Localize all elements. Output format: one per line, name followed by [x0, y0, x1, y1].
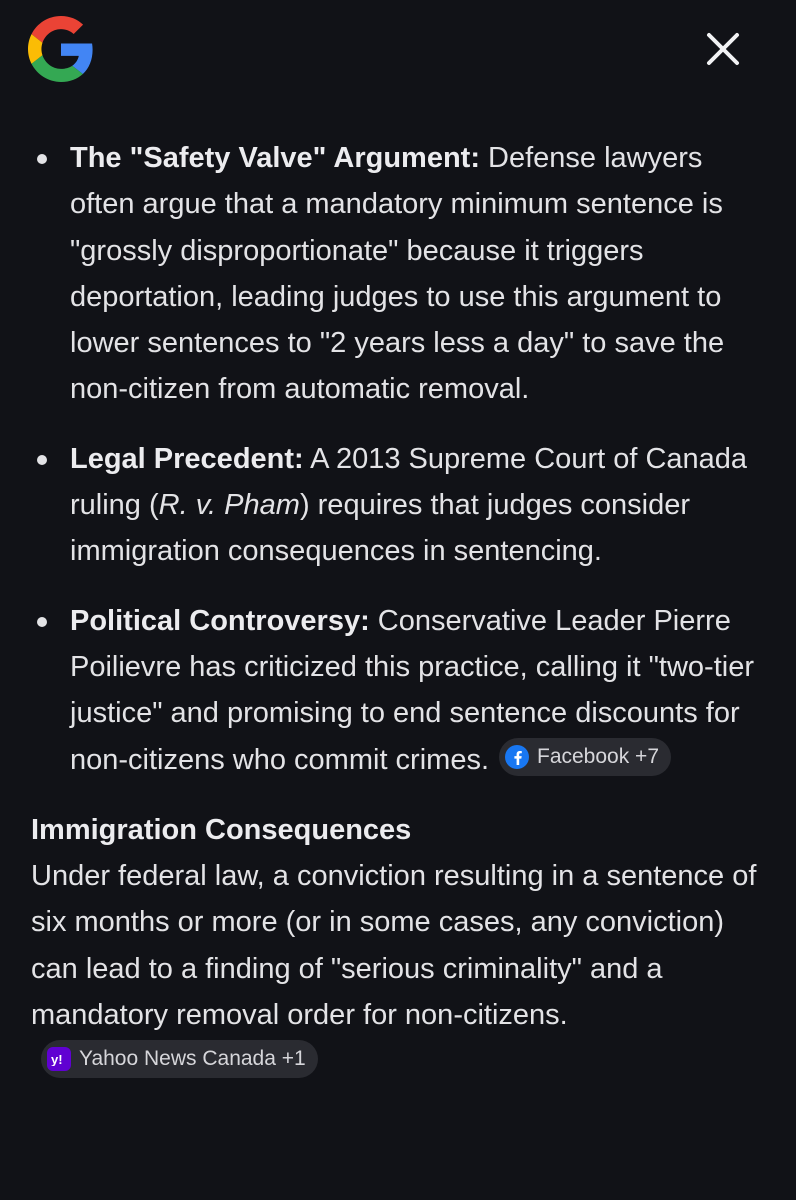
- list-item: [0, 135, 796, 413]
- bullet-dot: [37, 455, 47, 465]
- bullet-dot: [37, 617, 47, 627]
- bullet-heading: The "Safety Valve" Argument:: [70, 142, 480, 174]
- bullet-text: Conservative Leader Pierre Poilievre has criticized this practice, calling it "two-tier justice" and promising to end sentence discounts for non-citizens who commit crimes.: [70, 604, 754, 776]
- list-item: [0, 436, 796, 575]
- yahoo-icon: [47, 1047, 71, 1071]
- section-heading: Immigration Consequences: [31, 813, 412, 846]
- bullet-text: ) requires that judges consider immigration consequences in sentencing.: [70, 489, 691, 568]
- source-chip-label: Facebook +7: [537, 744, 660, 768]
- case-name: R. v. Pham: [158, 489, 300, 522]
- answer-content: [0, 135, 796, 1085]
- bullet-text: Defense lawyers often argue that a mandatory minimum sentence is "grossly disproportionate" because it triggers deportation, leading judges to use this argument to lower sentences to "2 years less a day" to save the non-citizen from automatic removal.: [70, 142, 725, 406]
- bullet-text: A 2013 Supreme Court of Canada ruling (: [70, 442, 748, 522]
- immigration-section: [0, 807, 796, 1086]
- close-icon: [706, 32, 740, 66]
- facebook-icon: [505, 745, 529, 769]
- close-button[interactable]: [690, 16, 756, 82]
- bullet-heading: Political Controversy:: [70, 604, 370, 637]
- bullet-heading: Legal Precedent:: [70, 442, 304, 475]
- section-body: [31, 853, 760, 1086]
- header: [0, 0, 796, 110]
- source-chip-facebook[interactable]: [499, 738, 671, 776]
- list-item: [0, 598, 796, 783]
- bullet-dot: [37, 154, 47, 164]
- section-text: Under federal law, a conviction resulting in a sentence of six months or more (or in some cases, any conviction) can lead to a finding of "serious criminality" and a mandatory removal order for non-citizens.: [31, 859, 757, 1032]
- google-logo-icon: [28, 16, 94, 82]
- svg-text:y!: y!: [51, 1052, 63, 1067]
- source-chip-label: Yahoo News Canada +1: [79, 1047, 306, 1071]
- source-chip-yahoo[interactable]: [41, 1040, 318, 1078]
- bullet-list: [0, 135, 796, 783]
